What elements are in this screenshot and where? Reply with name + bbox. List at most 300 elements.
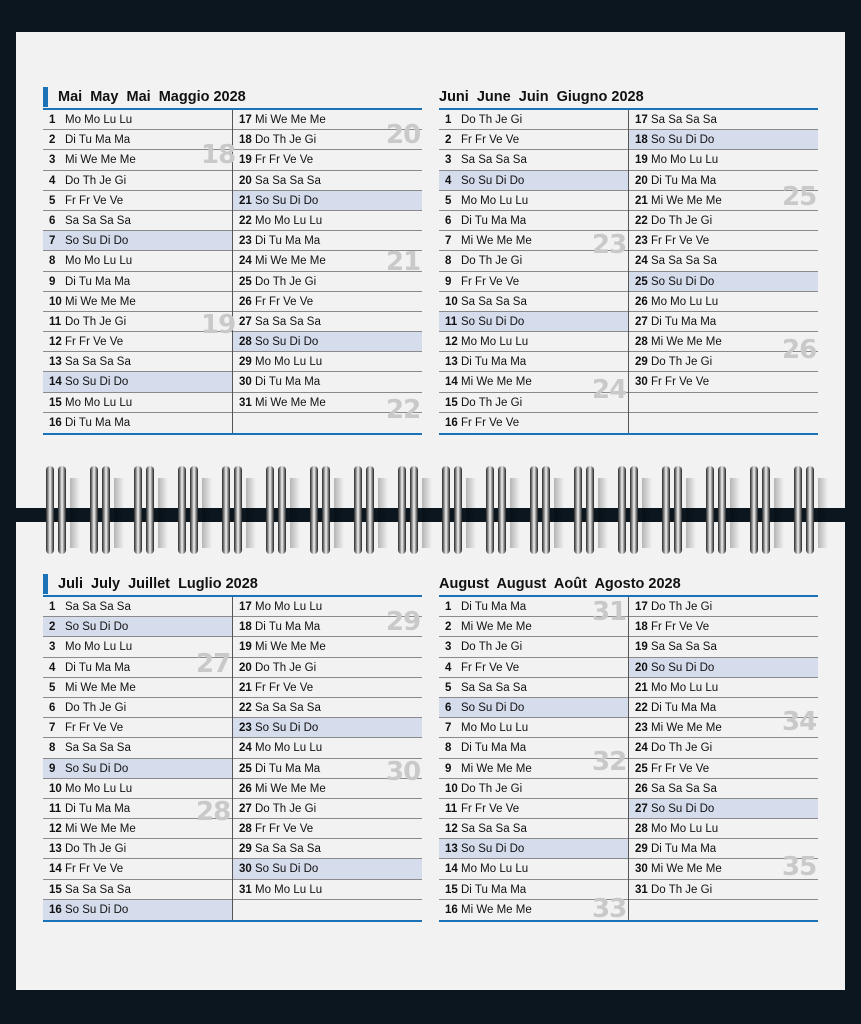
day-row — [439, 110, 628, 130]
weekday-names: Mo Mo Lu Lu — [65, 255, 133, 268]
weekday-names: Fr Fr Ve Ve — [651, 762, 710, 775]
spiral-ring — [310, 466, 332, 554]
weekday-names: So Su Di Do — [65, 376, 129, 389]
day-number: 8 — [445, 255, 452, 268]
weekday-names: Do Th Je Gi — [461, 255, 523, 268]
weekday-names: So Su Di Do — [255, 194, 319, 207]
day-row — [439, 413, 628, 433]
weekday-names: Fr Fr Ve Ve — [461, 661, 520, 674]
weekday-names: Do Th Je Gi — [461, 782, 523, 795]
weekday-names: So Su Di Do — [651, 802, 715, 815]
weekday-names: Fr Fr Ve Ve — [65, 336, 124, 349]
day-number: 30 — [239, 863, 252, 876]
day-number: 4 — [49, 174, 56, 187]
weekday-names: Sa Sa Sa Sa — [651, 641, 717, 654]
day-row — [629, 312, 818, 332]
weekday-names: Sa Sa Sa Sa — [65, 883, 131, 896]
weekday-names: Di Tu Ma Ma — [651, 843, 717, 856]
day-row — [233, 637, 422, 657]
weekday-names: So Su Di Do — [65, 762, 129, 775]
weekday-names: Di Tu Ma Ma — [65, 275, 131, 288]
day-number: 12 — [49, 336, 62, 349]
day-number: 28 — [239, 823, 252, 836]
month-block — [43, 86, 422, 435]
day-number: 22 — [635, 701, 648, 714]
day-number: 26 — [635, 295, 648, 308]
day-number: 26 — [239, 782, 252, 795]
month-block — [43, 573, 422, 922]
weekday-names: Fr Fr Ve Ve — [255, 823, 314, 836]
weekday-names: So Su Di Do — [651, 134, 715, 147]
day-grid — [439, 110, 818, 435]
weekday-names: Mo Mo Lu Lu — [255, 356, 323, 369]
weekday-names: Mo Mo Lu Lu — [65, 396, 133, 409]
day-number: 13 — [445, 843, 458, 856]
weekday-names: Di Tu Ma Ma — [65, 416, 131, 429]
spiral-ring — [486, 466, 508, 554]
day-number: 9 — [49, 762, 56, 775]
day-number: 25 — [239, 275, 252, 288]
weekday-names: Mo Mo Lu Lu — [651, 823, 719, 836]
day-row — [43, 272, 232, 292]
weekday-names: Do Th Je Gi — [65, 315, 127, 328]
day-grid — [439, 597, 818, 922]
day-number: 9 — [49, 275, 56, 288]
spiral-ring — [794, 466, 816, 554]
day-row — [629, 251, 818, 271]
day-row — [439, 859, 628, 879]
day-row — [439, 211, 628, 231]
day-number: 24 — [239, 742, 252, 755]
day-row-sunday — [43, 231, 232, 251]
day-row-sunday — [233, 332, 422, 352]
weekday-names: So Su Di Do — [255, 722, 319, 735]
empty-row — [233, 900, 422, 920]
weekday-names: Do Th Je Gi — [651, 883, 713, 896]
spiral-ring — [222, 466, 244, 554]
day-row — [43, 779, 232, 799]
day-number: 8 — [49, 742, 56, 755]
day-number: 15 — [445, 883, 458, 896]
weekday-names: Do Th Je Gi — [255, 802, 317, 815]
day-number: 22 — [239, 701, 252, 714]
weekday-names: So Su Di Do — [461, 701, 525, 714]
weekday-names: So Su Di Do — [65, 621, 129, 634]
weekday-names: Do Th Je Gi — [651, 601, 713, 613]
day-row-sunday — [629, 799, 818, 819]
day-number: 7 — [445, 722, 452, 735]
weekday-names: Di Tu Ma Ma — [255, 376, 321, 389]
day-number: 10 — [445, 782, 458, 795]
spiral-ring — [618, 466, 640, 554]
weekday-names: Fr Fr Ve Ve — [65, 194, 124, 207]
day-number: 7 — [445, 235, 452, 248]
day-number: 20 — [635, 661, 648, 674]
day-number: 20 — [239, 174, 252, 187]
day-row — [233, 292, 422, 312]
spiral-ring — [530, 466, 552, 554]
day-row-sunday — [233, 718, 422, 738]
spiral-ring — [398, 466, 420, 554]
weekday-names: Mi We Me Me — [461, 621, 532, 634]
month-title — [439, 573, 818, 597]
weekday-names: Mo Mo Lu Lu — [65, 782, 133, 795]
weekday-names: Do Th Je Gi — [461, 114, 523, 126]
day-number: 17 — [635, 601, 648, 613]
day-number: 28 — [635, 336, 648, 349]
day-row-sunday — [629, 658, 818, 678]
day-row — [629, 617, 818, 637]
day-number: 24 — [635, 742, 648, 755]
day-row-sunday — [629, 130, 818, 150]
day-row — [439, 819, 628, 839]
weekday-names: Sa Sa Sa Sa — [255, 843, 321, 856]
month-block — [439, 86, 818, 435]
day-column-left — [43, 597, 233, 920]
day-number: 2 — [49, 621, 56, 634]
month-title-text: Mai May Mai Maggio 2028 — [58, 89, 246, 105]
weekday-names: Mo Mo Lu Lu — [65, 114, 133, 126]
day-number: 18 — [239, 134, 252, 147]
week-number: 26 — [782, 335, 817, 365]
day-number: 1 — [49, 114, 56, 126]
weekday-names: Do Th Je Gi — [65, 843, 127, 856]
day-grid — [43, 597, 422, 922]
spiral-ring — [574, 466, 596, 554]
weekday-names: Mi We Me Me — [461, 376, 532, 389]
day-row — [233, 352, 422, 372]
day-row — [43, 880, 232, 900]
weekday-names: Fr Fr Ve Ve — [651, 621, 710, 634]
day-number: 12 — [49, 823, 62, 836]
weekday-names: Do Th Je Gi — [461, 396, 523, 409]
weekday-names: Mo Mo Lu Lu — [461, 722, 529, 735]
day-row — [439, 332, 628, 352]
day-number: 3 — [49, 154, 56, 167]
spiral-ring — [178, 466, 200, 554]
day-number: 2 — [49, 134, 56, 147]
day-row — [233, 738, 422, 758]
day-number: 18 — [239, 621, 252, 634]
week-number: 34 — [782, 707, 817, 737]
day-row — [233, 312, 422, 332]
day-number: 29 — [635, 843, 648, 856]
weekday-names: Di Tu Ma Ma — [65, 802, 131, 815]
day-number: 20 — [635, 174, 648, 187]
weekday-names: Fr Fr Ve Ve — [65, 722, 124, 735]
day-number: 18 — [635, 134, 648, 147]
day-number: 2 — [445, 621, 452, 634]
week-number: 20 — [386, 120, 421, 150]
month-block — [439, 573, 818, 922]
day-row — [439, 191, 628, 211]
day-number: 11 — [49, 802, 62, 815]
month-title — [439, 86, 818, 110]
weekday-names: Mo Mo Lu Lu — [651, 681, 719, 694]
weekday-names: So Su Di Do — [65, 903, 129, 916]
day-number: 19 — [635, 641, 648, 654]
day-row — [233, 880, 422, 900]
day-row — [43, 678, 232, 698]
weekday-names: Mi We Me Me — [65, 154, 136, 167]
day-number: 30 — [239, 376, 252, 389]
weekday-names: Mi We Me Me — [255, 396, 326, 409]
weekday-names: Sa Sa Sa Sa — [65, 742, 131, 755]
month-title-text: Juli July Juillet Luglio 2028 — [58, 576, 258, 592]
weekday-names: Sa Sa Sa Sa — [651, 114, 717, 126]
weekday-names: Sa Sa Sa Sa — [65, 601, 131, 613]
weekday-names: So Su Di Do — [65, 235, 129, 248]
day-number: 11 — [445, 315, 458, 328]
month-title — [43, 86, 422, 110]
spiral-ring — [46, 466, 68, 554]
day-row — [629, 759, 818, 779]
day-number: 21 — [635, 681, 648, 694]
day-number: 15 — [445, 396, 458, 409]
weekday-names: Mi We Me Me — [461, 235, 532, 248]
weekday-names: Mo Mo Lu Lu — [651, 295, 719, 308]
day-row — [233, 819, 422, 839]
day-column-right — [629, 110, 818, 433]
day-number: 4 — [445, 661, 452, 674]
weekday-names: Mo Mo Lu Lu — [65, 641, 133, 654]
spiral-ring — [134, 466, 156, 554]
weekday-names: Do Th Je Gi — [255, 134, 317, 147]
week-number: 21 — [386, 247, 421, 277]
day-number: 25 — [239, 762, 252, 775]
day-row-sunday — [233, 859, 422, 879]
weekday-names: Mo Mo Lu Lu — [461, 194, 529, 207]
day-number: 22 — [239, 214, 252, 227]
weekday-names: Do Th Je Gi — [65, 174, 127, 187]
week-number: 18 — [201, 140, 236, 170]
day-row — [629, 597, 818, 617]
day-row — [629, 150, 818, 170]
day-row-sunday — [233, 191, 422, 211]
day-grid — [43, 110, 422, 435]
day-number: 30 — [635, 376, 648, 389]
day-number: 27 — [635, 315, 648, 328]
day-number: 1 — [445, 114, 452, 126]
day-number: 6 — [445, 701, 452, 714]
day-number: 7 — [49, 235, 56, 248]
day-row — [43, 191, 232, 211]
day-number: 3 — [49, 641, 56, 654]
weekday-names: Di Tu Ma Ma — [255, 762, 321, 775]
day-number: 25 — [635, 275, 648, 288]
day-number: 5 — [445, 194, 452, 207]
day-row-sunday — [43, 372, 232, 392]
day-number: 27 — [239, 315, 252, 328]
day-number: 21 — [239, 194, 252, 207]
day-number: 29 — [239, 843, 252, 856]
spiral-ring — [750, 466, 772, 554]
day-row — [439, 150, 628, 170]
day-row — [439, 352, 628, 372]
day-number: 5 — [49, 681, 56, 694]
day-row-sunday — [43, 900, 232, 920]
weekday-names: So Su Di Do — [255, 863, 319, 876]
day-number: 2 — [445, 134, 452, 147]
weekday-names: Di Tu Ma Ma — [461, 601, 527, 613]
weekday-names: Do Th Je Gi — [461, 641, 523, 654]
week-number: 30 — [386, 757, 421, 787]
day-number: 6 — [445, 214, 452, 227]
weekday-names: Do Th Je Gi — [255, 275, 317, 288]
weekday-names: So Su Di Do — [255, 336, 319, 349]
day-row-sunday — [439, 171, 628, 191]
weekday-names: Mi We Me Me — [651, 194, 722, 207]
weekday-names: Do Th Je Gi — [651, 214, 713, 227]
day-number: 6 — [49, 214, 56, 227]
week-number: 22 — [386, 395, 421, 425]
day-row — [43, 171, 232, 191]
weekday-names: Sa Sa Sa Sa — [651, 255, 717, 268]
day-number: 3 — [445, 154, 452, 167]
day-row — [233, 799, 422, 819]
day-number: 24 — [239, 255, 252, 268]
day-number: 19 — [239, 641, 252, 654]
day-row — [233, 839, 422, 859]
day-number: 13 — [49, 843, 62, 856]
week-number: 33 — [592, 894, 627, 924]
day-row — [233, 150, 422, 170]
weekday-names: Sa Sa Sa Sa — [255, 315, 321, 328]
day-row — [629, 738, 818, 758]
spiral-ring — [706, 466, 728, 554]
day-number: 19 — [239, 154, 252, 167]
day-row-sunday — [439, 312, 628, 332]
day-row — [439, 130, 628, 150]
day-row — [629, 819, 818, 839]
day-row — [629, 880, 818, 900]
weekday-names: Mi We Me Me — [255, 255, 326, 268]
weekday-names: Di Tu Ma Ma — [651, 701, 717, 714]
weekday-names: Fr Fr Ve Ve — [65, 863, 124, 876]
day-row — [43, 211, 232, 231]
day-row — [629, 231, 818, 251]
month-title-text: Juni June Juin Giugno 2028 — [439, 89, 644, 105]
day-row — [629, 372, 818, 392]
weekday-names: Mo Mo Lu Lu — [255, 742, 323, 755]
week-number: 31 — [592, 597, 627, 627]
day-row — [439, 678, 628, 698]
day-row — [629, 678, 818, 698]
day-row — [233, 658, 422, 678]
day-number: 12 — [445, 336, 458, 349]
day-row — [43, 352, 232, 372]
day-row — [629, 637, 818, 657]
day-number: 15 — [49, 396, 62, 409]
week-number: 29 — [386, 607, 421, 637]
day-number: 17 — [239, 114, 252, 126]
day-row — [43, 718, 232, 738]
weekday-names: Di Tu Ma Ma — [65, 134, 131, 147]
weekday-names: Fr Fr Ve Ve — [651, 235, 710, 248]
weekday-names: Mo Mo Lu Lu — [255, 601, 323, 613]
spiral-ring — [90, 466, 112, 554]
day-number: 19 — [635, 154, 648, 167]
weekday-names: Sa Sa Sa Sa — [461, 154, 527, 167]
day-row-sunday — [439, 839, 628, 859]
weekday-names: Mi We Me Me — [461, 762, 532, 775]
weekday-names: Fr Fr Ve Ve — [461, 134, 520, 147]
day-number: 6 — [49, 701, 56, 714]
day-row — [233, 211, 422, 231]
day-row-sunday — [629, 272, 818, 292]
day-number: 29 — [635, 356, 648, 369]
day-number: 14 — [445, 863, 458, 876]
day-number: 29 — [239, 356, 252, 369]
day-row — [43, 292, 232, 312]
weekday-names: Mi We Me Me — [651, 336, 722, 349]
weekday-names: So Su Di Do — [461, 174, 525, 187]
day-number: 27 — [239, 802, 252, 815]
weekday-names: Mi We Me Me — [461, 903, 532, 916]
spiral-ring — [442, 466, 464, 554]
week-number: 24 — [592, 375, 627, 405]
weekday-names: Fr Fr Ve Ve — [651, 376, 710, 389]
day-number: 23 — [239, 722, 252, 735]
weekday-names: Fr Fr Ve Ve — [255, 295, 314, 308]
month-title — [43, 573, 422, 597]
day-number: 16 — [49, 903, 62, 916]
day-row — [439, 799, 628, 819]
weekday-names: So Su Di Do — [651, 275, 715, 288]
weekday-names: Sa Sa Sa Sa — [461, 295, 527, 308]
weekday-names: Mo Mo Lu Lu — [255, 883, 323, 896]
weekday-names: Sa Sa Sa Sa — [651, 782, 717, 795]
day-number: 8 — [49, 255, 56, 268]
day-number: 9 — [445, 762, 452, 775]
weekday-names: Mi We Me Me — [255, 114, 326, 126]
day-number: 10 — [445, 295, 458, 308]
week-number: 32 — [592, 747, 627, 777]
day-number: 23 — [635, 722, 648, 735]
day-number: 30 — [635, 863, 648, 876]
day-row — [439, 292, 628, 312]
day-row — [43, 738, 232, 758]
day-number: 9 — [445, 275, 452, 288]
day-row — [439, 637, 628, 657]
day-number: 16 — [49, 416, 62, 429]
weekday-names: Sa Sa Sa Sa — [461, 681, 527, 694]
week-number: 35 — [782, 852, 817, 882]
day-row — [43, 698, 232, 718]
day-number: 10 — [49, 295, 62, 308]
day-number: 31 — [239, 883, 252, 896]
empty-row — [629, 413, 818, 433]
weekday-names: Mi We Me Me — [651, 722, 722, 735]
day-row — [43, 251, 232, 271]
weekday-names: Sa Sa Sa Sa — [65, 356, 131, 369]
day-number: 23 — [635, 235, 648, 248]
empty-row — [629, 900, 818, 920]
week-number: 23 — [592, 230, 627, 260]
week-number: 19 — [201, 310, 236, 340]
day-number: 31 — [239, 396, 252, 409]
day-number: 17 — [239, 601, 252, 613]
day-number: 31 — [635, 883, 648, 896]
day-number: 28 — [239, 336, 252, 349]
day-number: 14 — [49, 863, 62, 876]
day-number: 10 — [49, 782, 62, 795]
spiral-ring — [662, 466, 684, 554]
day-row — [233, 678, 422, 698]
day-number: 21 — [635, 194, 648, 207]
weekday-names: Mi We Me Me — [65, 681, 136, 694]
day-number: 13 — [445, 356, 458, 369]
